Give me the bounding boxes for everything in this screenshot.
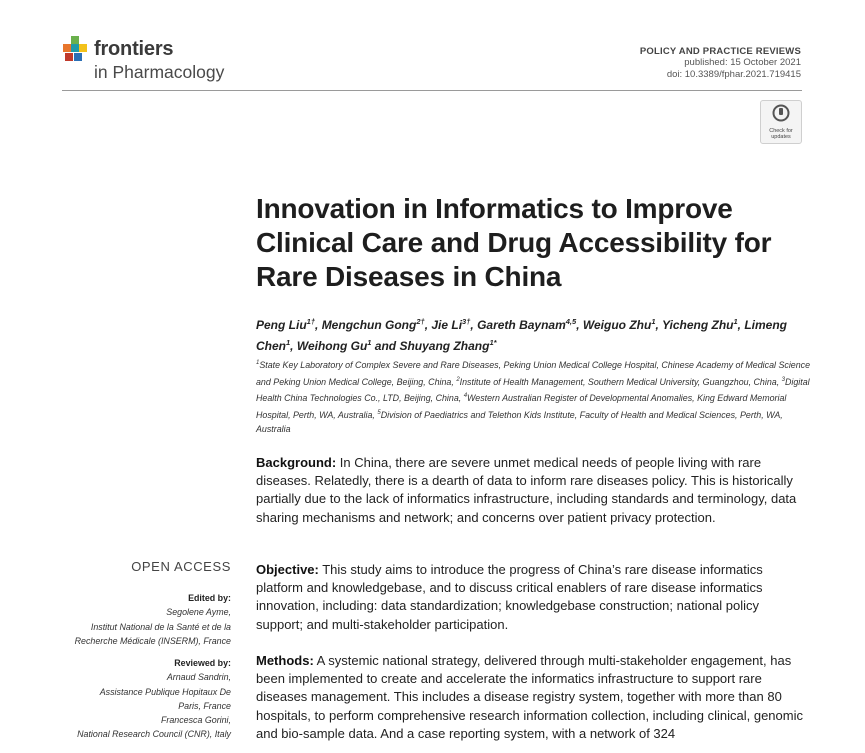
abstract-section-label: Background: (256, 455, 337, 470)
header-divider (62, 90, 802, 91)
reviewer-line: Assistance Publique Hopitaux De (99, 686, 231, 697)
affiliation-text: Division of Paediatrics and Telethon Kids Institute, Faculty of Health and Medical Sciences, Perth, WA, Australia (256, 409, 783, 435)
edited-by-heading: Edited by: (188, 593, 231, 603)
author-name[interactable]: Weihong Gu (296, 339, 368, 353)
affiliation-text: Western Australian Register of Developmental Anomalies, King Edward Memorial Hospital, Perth, WA, Australia, (256, 393, 787, 420)
author-name[interactable]: Weiguo Zhu (582, 318, 652, 332)
abstract-section-label: Objective: (256, 562, 319, 577)
author-name[interactable]: Limeng Chen (256, 318, 788, 353)
affiliation-number: 5 (377, 409, 381, 416)
author-affiliation-marker: 4,5 (565, 317, 577, 326)
affiliation-text: Institute of Health Management, Southern Medical University, Guangzhou, China, (459, 376, 782, 387)
author-name[interactable]: Shuyang Zhang (399, 339, 490, 353)
check-updates-label: Check for updates (769, 128, 793, 140)
author-name[interactable]: Jie Li (431, 318, 463, 332)
author-affiliation-marker: 1 (367, 338, 372, 347)
abstract-section-text: In China, there are severe unmet medical needs of people living with rare diseases. Relatedly, there is a dearth of data to inform rare diseases policy. This is historically partially due to the lack of informatics infrastructure, including standards and terminology, data sharing mechanisms and network; and concerns over patient privacy protection. (256, 455, 797, 525)
author-affiliation-marker: 3† (462, 317, 471, 326)
doi-link[interactable]: doi: 10.3389/fphar.2021.719415 (666, 69, 801, 80)
frontiers-logo-icon (62, 36, 88, 62)
check-updates-icon (772, 104, 790, 122)
author-name[interactable]: Peng Liu (256, 318, 307, 332)
editor-line: Recherche Médicale (INSERM), France (74, 635, 231, 646)
edited-by-block (31, 591, 231, 648)
reviewer-line: Paris, France (178, 700, 231, 711)
author-affiliation-marker: 1 (733, 317, 738, 326)
journal-brand: frontiers (94, 38, 174, 60)
abstract-section-text: This study aims to introduce the progress of China’s rare disease informatics platform and knowledgebase, and to discuss critical enablers of rare disease informatics innovation, including: data standardization; knowledgebase construction; national policy support; and multi-stakeholder participation. (256, 562, 763, 632)
reviewed-by-heading: Reviewed by: (174, 658, 231, 668)
author-affiliation-marker: 2† (416, 317, 425, 326)
author-affiliation-marker: 1* (489, 338, 497, 347)
abstract-objective (256, 561, 806, 634)
reviewer-line: Francesca Gorini, (160, 715, 231, 726)
author-name[interactable]: Gareth Baynam (477, 318, 566, 332)
abstract-section-text: A systemic national strategy, delivered through multi-stakeholder engagement, has been implemented to create and accelerate the informatics infrastructure to support rare diseases management. This includes a disease registry system, together with more than 80 hospitals, to perform comprehensive research information collection, including clinical, genomic and bio-sample data. And a case reporting system, with a network of 324 (256, 653, 803, 741)
author-affiliation-marker: 1† (306, 317, 316, 326)
abstract-section-label: Methods: (256, 653, 314, 668)
journal-name: in Pharmacology (94, 62, 225, 82)
article-meta (481, 46, 801, 81)
abstract-background (256, 454, 806, 527)
editor-line: Institut National de la Santé et de la (90, 621, 231, 632)
affiliation-number: 2 (456, 376, 460, 383)
open-access-label: OPEN ACCESS (131, 559, 231, 574)
publication-date: published: 15 October 2021 (684, 57, 801, 68)
article-title: Innovation in Informatics to Improve Clinical Care and Drug Accessibility for Rare Diseases in China (256, 193, 772, 292)
check-for-updates-button[interactable] (760, 100, 802, 144)
article-type: POLICY AND PRACTICE REVIEWS (639, 46, 801, 57)
author-affiliation-marker: 1 (651, 317, 656, 326)
reviewed-by-block (31, 656, 231, 742)
affiliation-number: 3 (781, 376, 785, 383)
affiliation-text: State Key Laboratory of Complex Severe and Rare Diseases, Peking Union Medical College Hospital, Chinese Academy of Medical Science and Peking Union Medical College, Beijing, China, (256, 359, 811, 387)
author-name[interactable]: Mengchun Gong (321, 318, 417, 332)
affiliation-list (256, 356, 814, 437)
affiliation-text: Digital Health China Technologies Co., LTD, Beijing, China, (256, 376, 810, 404)
abstract-methods (256, 652, 806, 743)
author-affiliation-marker: 1 (286, 338, 291, 347)
author-list: Peng Liu$^{1\dagger}$, Mengchun Gong$^{2\dagger}$, Jie $Li^{3\dagger}$, Gareth Baynam$^{4,5}$, Weiguo Zhu$^1$, Yicheng Zhu$^1$, Limeng Chen$^1$, Weihong Gu$^1$ and Shuyang Zhang$^{1*}$ (256, 317, 788, 353)
reviewer-line: National Research Council (CNR), Italy (77, 729, 231, 740)
affiliation-number: 4 (463, 393, 468, 400)
reviewer-line: Arnaud Sandrin, (166, 672, 231, 683)
author-name[interactable]: Yicheng Zhu (661, 318, 734, 332)
affiliation-number: 1 (256, 360, 260, 366)
editor-line: Segolene Ayme, (166, 607, 231, 618)
